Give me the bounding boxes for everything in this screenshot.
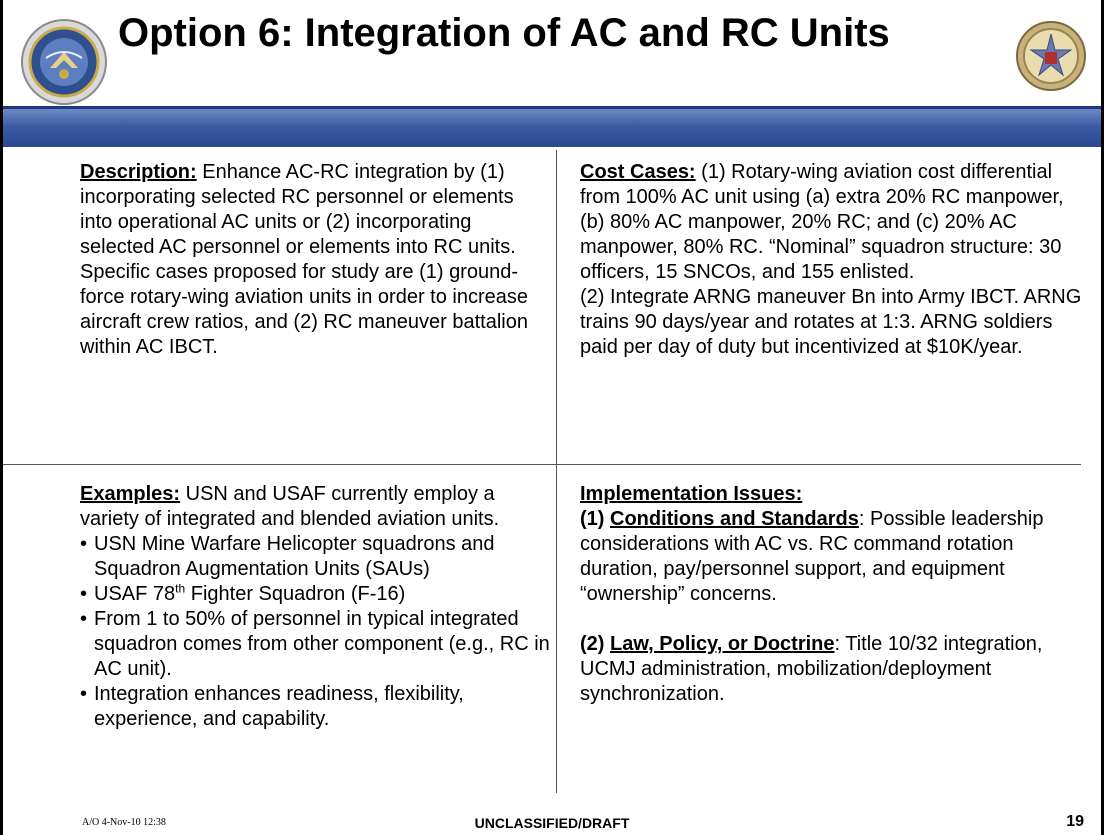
horizontal-divider <box>3 464 1081 465</box>
usaf-text: USAF 78 <box>94 583 176 605</box>
joint-chiefs-seal-icon <box>1015 20 1087 92</box>
description-cell <box>80 160 540 360</box>
implementation-cell <box>580 482 1095 707</box>
examples-cell <box>80 482 550 732</box>
vertical-divider <box>556 150 557 793</box>
page-title: Option 6: Integration of AC and RC Units <box>118 11 890 55</box>
list-item: • Integration enhances readiness, flexibility, experience, and capability. <box>80 682 550 732</box>
item2-text: : Title 10/32 integration, UCMJ administration, mobilization/deployment synchronization. <box>580 633 1043 705</box>
examples-label: Examples: <box>80 483 181 505</box>
examples-intro: USN and USAF currently employ a variety of integrated and blended aviation units. <box>80 483 500 530</box>
item2-label: Law, Policy, or Doctrine <box>610 633 835 655</box>
item2-number: (2) <box>580 633 610 655</box>
header-bar <box>3 109 1101 147</box>
usaf-text-post: Fighter Squadron (F-16) <box>185 583 406 605</box>
cost-cases-cell <box>580 160 1092 360</box>
description-text: Enhance AC-RC integration by (1) incorporating selected RC personnel or elements into operational AC units or (2) incorporating selected AC personnel or elements into RC units. Specific cases proposed for study are (1) ground-force rotary-wing aviation units in order to increase aircraft crew ratios, and (2) RC maneuver battalion within AC IBCT. <box>80 161 528 358</box>
footer-timestamp: A/O 4-Nov-10 12:38 <box>82 817 166 828</box>
cost-cases-label: Cost Cases: <box>580 161 696 183</box>
cost-cases-text-2: (2) Integrate ARNG maneuver Bn into Army IBCT. ARNG trains 90 days/year and rotates at 1:3. ARNG soldiers paid per day of duty but incentivized at $10K/year. <box>580 286 1082 358</box>
classification-banner: UNCLASSIFIED/DRAFT <box>474 815 630 831</box>
list-item: • From 1 to 50% of personnel in typical integrated squadron comes from other component (e.g., RC in AC unit). <box>80 607 550 682</box>
implementation-label: Implementation Issues: <box>580 483 803 505</box>
dod-seal-icon <box>20 18 108 106</box>
usaf-superscript: th <box>175 581 186 596</box>
spacer <box>580 607 1095 632</box>
list-item <box>80 582 550 607</box>
cost-cases-text-1: (1) Rotary-wing aviation cost differential from 100% AC unit using (a) extra 20% RC manpower, (b) 80% AC manpower, 20% RC; and (c) 20% AC manpower, 80% RC. “Nominal” squadron structure: 30 officers, 15 SNCOs, and 155 enlisted. <box>580 161 1064 283</box>
description-label: Description: <box>80 161 197 183</box>
list-item: • USN Mine Warfare Helicopter squadrons and Squadron Augmentation Units (SAUs) <box>80 532 550 582</box>
item1-number: (1) <box>580 508 610 530</box>
item1-label: Conditions and Standards <box>610 508 859 530</box>
page-number: 19 <box>1066 813 1084 830</box>
item1-text: : Possible leadership considerations with AC vs. RC command rotation duration, pay/personnel support, and equipment “ownership” concerns. <box>580 508 1044 605</box>
left-border <box>0 0 3 835</box>
title-area <box>0 0 1104 108</box>
